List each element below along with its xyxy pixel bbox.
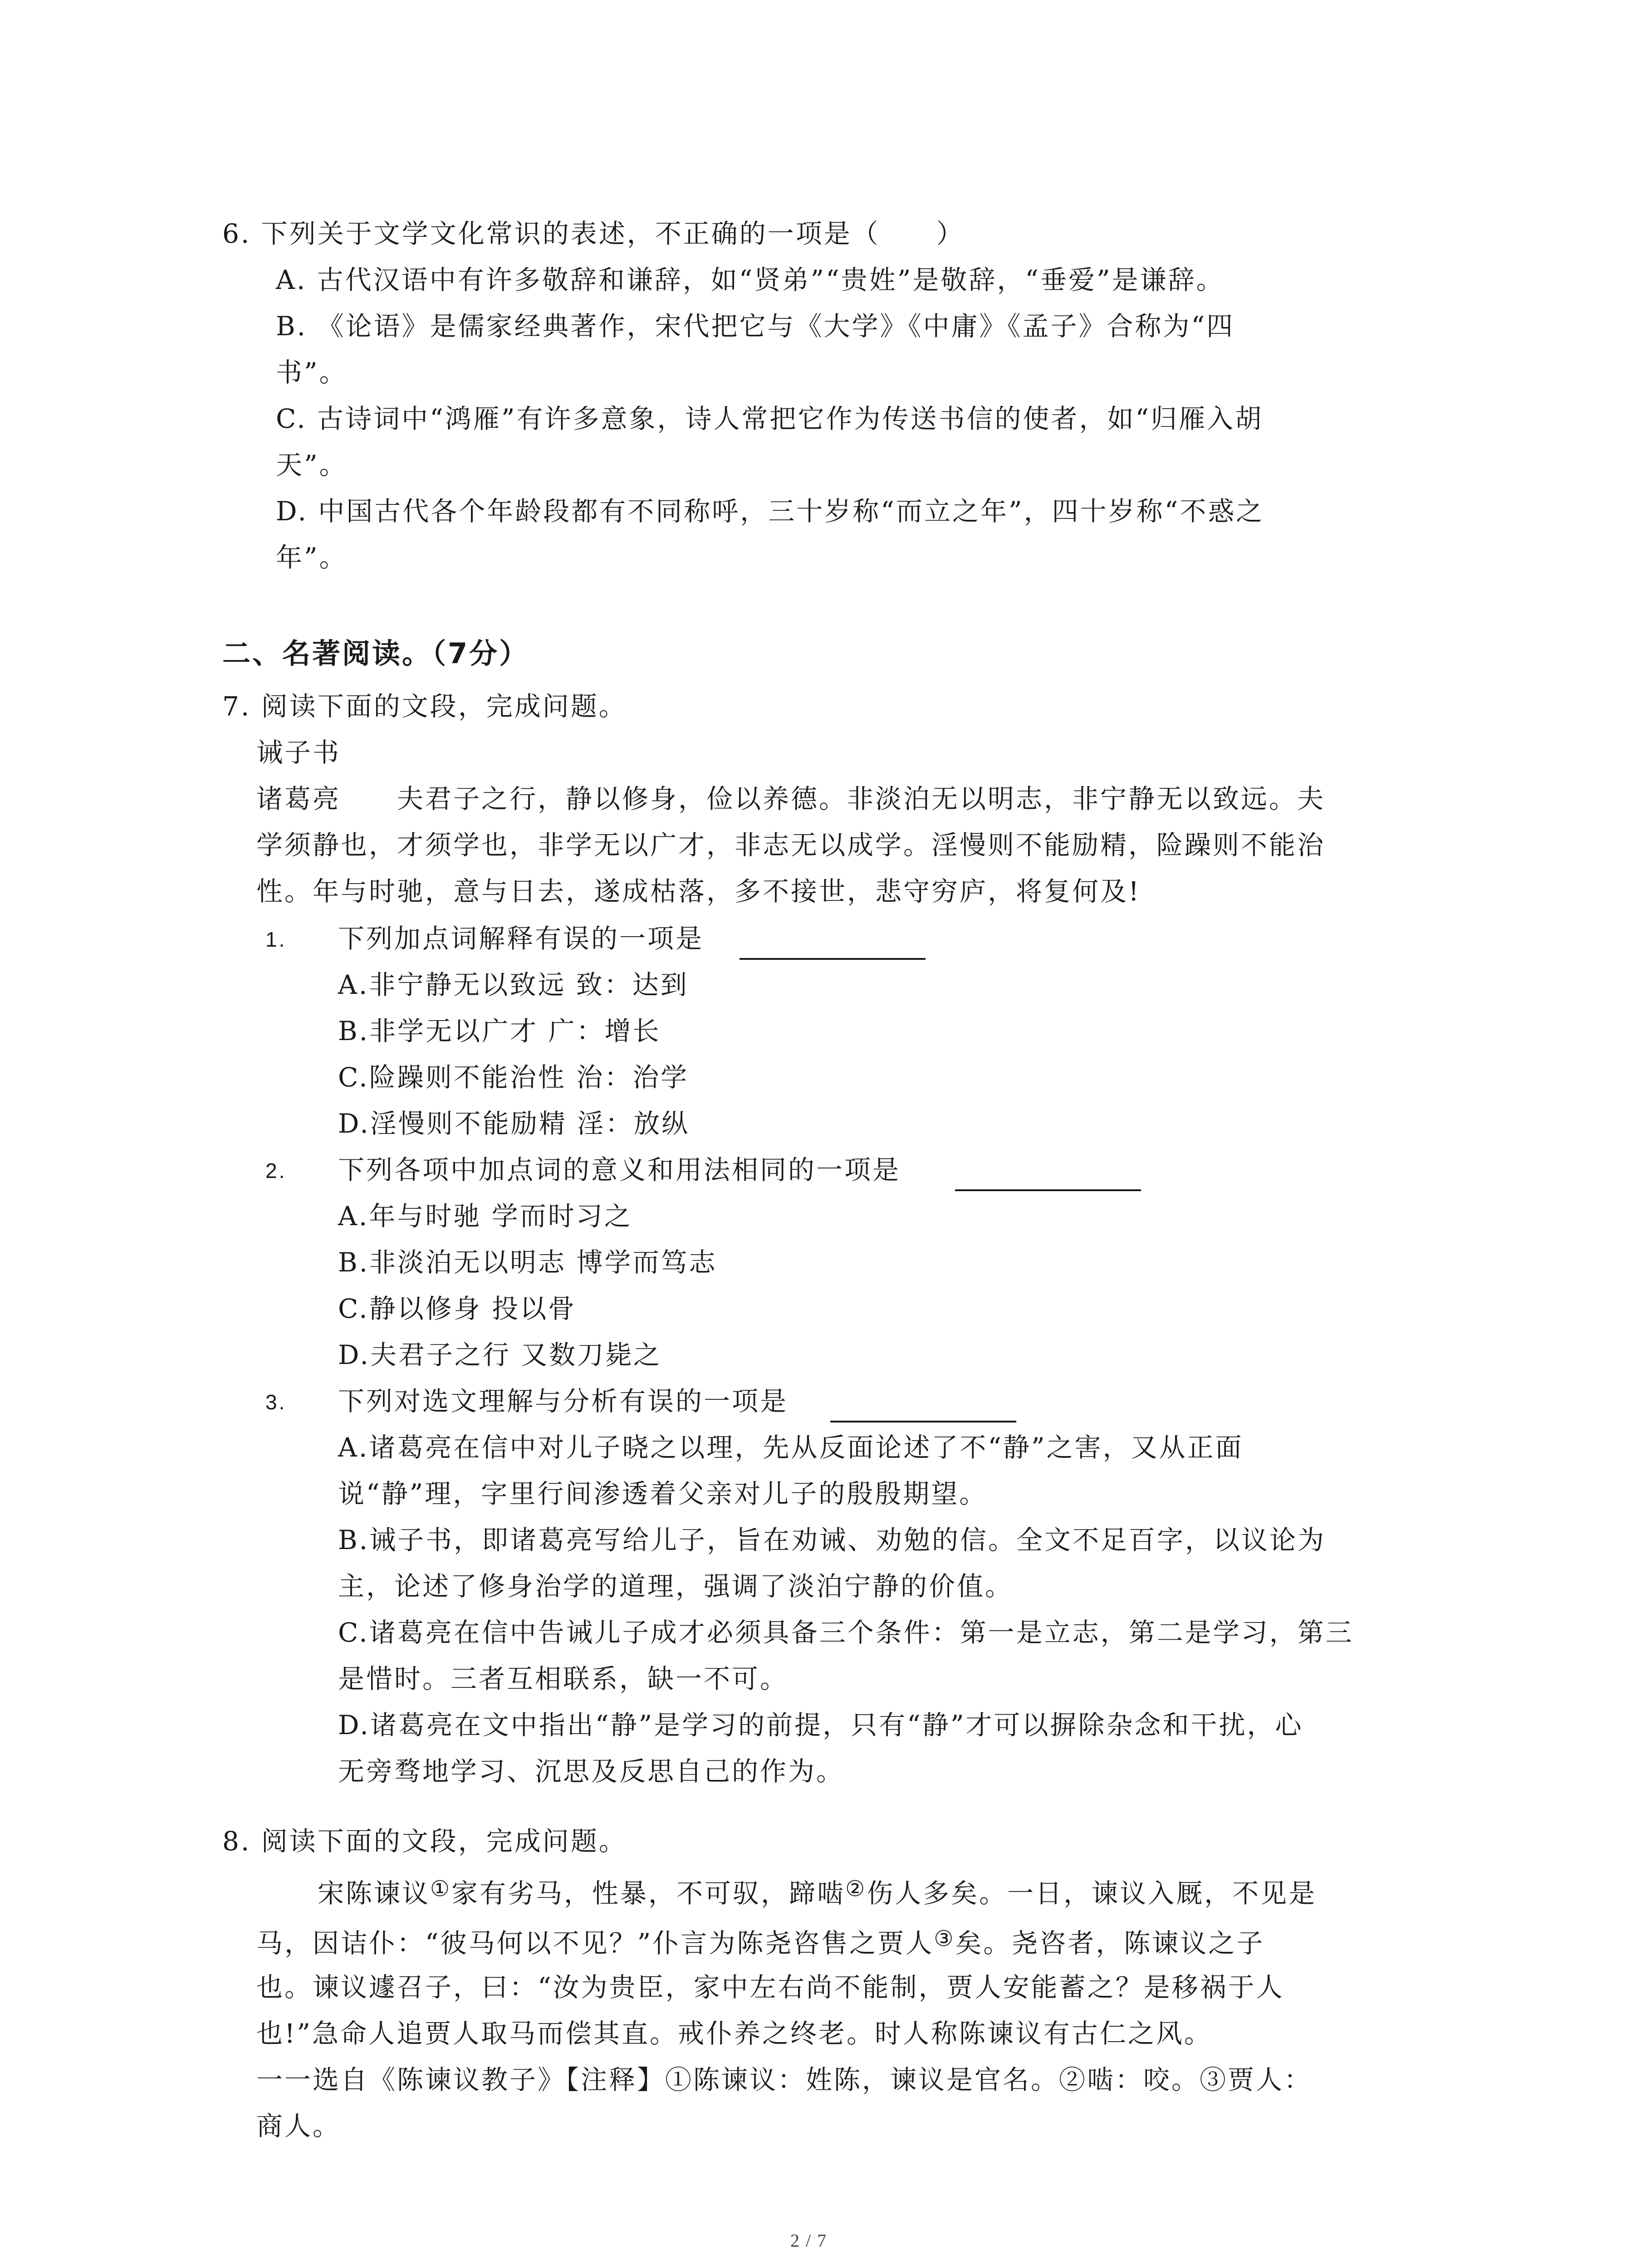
sub2-number: 2. bbox=[265, 1159, 287, 1183]
passage-line3: 性。年与时驰，意与日去，遂成枯落，多不接世，悲守穷庐，将复何及! bbox=[256, 876, 1141, 907]
sub2-answer-blank[interactable] bbox=[955, 1189, 1141, 1191]
sub2-option-d: D.夫君子之行 又数刀毙之 bbox=[338, 1339, 662, 1370]
q8-text: 矣。尧咨者，陈谏议之子 bbox=[955, 1928, 1265, 1959]
q6-option-b-line2: 书”。 bbox=[276, 357, 348, 388]
q6-option-c-line2: 天”。 bbox=[276, 450, 348, 480]
q8-passage-line2 bbox=[256, 1926, 1265, 1959]
sub3-option-c-line2: 是惜时。三者互相联系，缺一不可。 bbox=[338, 1663, 789, 1694]
sub1-option-a: A.非宁静无以致远 致：达到 bbox=[338, 969, 689, 1000]
sub1-answer-blank[interactable] bbox=[740, 958, 926, 960]
q6-option-c-line1: C. 古诗词中“鸿雁”有许多意象，诗人常把它作为传送书信的使者，如“归雁入胡 bbox=[276, 403, 1264, 434]
annotation-marker-2: ② bbox=[845, 1876, 867, 1901]
q8-passage-line3: 也。谏议遽召子，曰：“汝为贵臣，家中左右尚不能制，贾人安能蓄之？是移祸于人 bbox=[256, 1972, 1284, 2003]
q8-source-notes-cont: 商人。 bbox=[256, 2111, 341, 2141]
passage-line1: 诸葛亮 夫君子之行，静以修身，俭以养德。非淡泊无以明志，非宁静无以致远。夫 bbox=[256, 783, 1326, 814]
sub2-option-b: B.非淡泊无以明志 博学而笃志 bbox=[338, 1247, 717, 1278]
sub3-number: 3. bbox=[265, 1390, 287, 1414]
sub1-number: 1. bbox=[265, 928, 287, 951]
sub3-option-a-line1: A.诸葛亮在信中对儿子晓之以理，先从反面论述了不“静”之害，又从正面 bbox=[338, 1432, 1244, 1463]
q8-text: 马，因诘仆：“彼马何以不见？”仆言为陈尧咨售之贾人 bbox=[256, 1928, 934, 1959]
section-title: 二、名著阅读。（7分） bbox=[222, 637, 529, 670]
q6-option-b-line1: B. 《论语》是儒家经典著作，宋代把它与《大学》《中庸》《孟子》合称为“四 bbox=[276, 311, 1235, 342]
sub3-option-a-line2: 说“静”理，字里行间渗透着父亲对儿子的殷殷期望。 bbox=[338, 1478, 988, 1509]
q8-text: 伤人多矣。一日，谏议入厩，不见是 bbox=[867, 1878, 1317, 1909]
q8-stem: 8. 阅读下面的文段，完成问题。 bbox=[222, 1826, 627, 1857]
sub3-option-d-line2: 无旁骛地学习、沉思及反思自己的作为。 bbox=[338, 1756, 845, 1787]
sub3-option-c-line1: C.诸葛亮在信中告诫儿子成才必须具备三个条件：第一是立志，第二是学习，第三 bbox=[338, 1617, 1354, 1648]
page-number: 2 / 7 bbox=[790, 2230, 828, 2251]
q6-option-d-line1: D. 中国古代各个年龄段都有不同称呼，三十岁称“而立之年”，四十岁称“不惑之 bbox=[276, 496, 1264, 527]
q8-passage-line1 bbox=[318, 1876, 1317, 1909]
annotation-marker-3: ③ bbox=[934, 1926, 955, 1951]
q8-source-notes: 一一选自《陈谏议教子》【注释】①陈谏议：姓陈，谏议是官名。②啮：咬。③贾人： bbox=[256, 2064, 1313, 2095]
sub2-stem: 下列各项中加点词的意义和用法相同的一项是 bbox=[338, 1154, 901, 1185]
sub3-option-b-line2: 主，论述了修身治学的道理，强调了淡泊宁静的价值。 bbox=[338, 1571, 1014, 1602]
sub3-option-d-line1: D.诸葛亮在文中指出“静”是学习的前提，只有“静”才可以摒除杂念和干扰，心 bbox=[338, 1710, 1303, 1740]
sub3-stem: 下列对选文理解与分析有误的一项是 bbox=[338, 1386, 789, 1417]
q6-stem: 6. 下列关于文学文化常识的表述，不正确的一项是（ ） bbox=[222, 218, 965, 249]
passage-title: 诫子书 bbox=[256, 737, 341, 768]
q8-text: 宋陈谏议 bbox=[318, 1878, 431, 1909]
annotation-marker-1: ① bbox=[430, 1876, 452, 1901]
passage-line2: 学须静也，才须学也，非学无以广才，非志无以成学。淫慢则不能励精，险躁则不能治 bbox=[256, 830, 1326, 860]
q6-option-d-line2: 年”。 bbox=[276, 542, 348, 573]
sub2-option-a: A.年与时驰 学而时习之 bbox=[338, 1201, 632, 1232]
q8-passage-line4: 也!”急命人追贾人取马而偿其直。戒仆养之终老。时人称陈谏议有古仁之风。 bbox=[256, 2018, 1212, 2049]
sub3-answer-blank[interactable] bbox=[830, 1421, 1016, 1422]
q7-stem: 7. 阅读下面的文段，完成问题。 bbox=[222, 691, 627, 722]
sub1-stem: 下列加点词解释有误的一项是 bbox=[338, 923, 704, 954]
sub1-option-d: D.淫慢则不能励精 淫：放纵 bbox=[338, 1108, 690, 1139]
sub1-option-b: B.非学无以广才 广：增长 bbox=[338, 1016, 661, 1046]
sub2-option-c: C.静以修身 投以骨 bbox=[338, 1293, 577, 1324]
q8-text: 家有劣马，性暴，不可驭，蹄啮 bbox=[451, 1878, 846, 1909]
q6-option-a: A. 古代汉语中有许多敬辞和谦辞，如“贤弟”“贵姓”是敬辞，“垂爱”是谦辞。 bbox=[276, 264, 1225, 295]
sub3-option-b-line1: B.诫子书，即诸葛亮写给儿子，旨在劝诫、劝勉的信。全文不足百字，以议论为 bbox=[338, 1525, 1326, 1555]
sub1-option-c: C.险躁则不能治性 治：治学 bbox=[338, 1062, 689, 1093]
